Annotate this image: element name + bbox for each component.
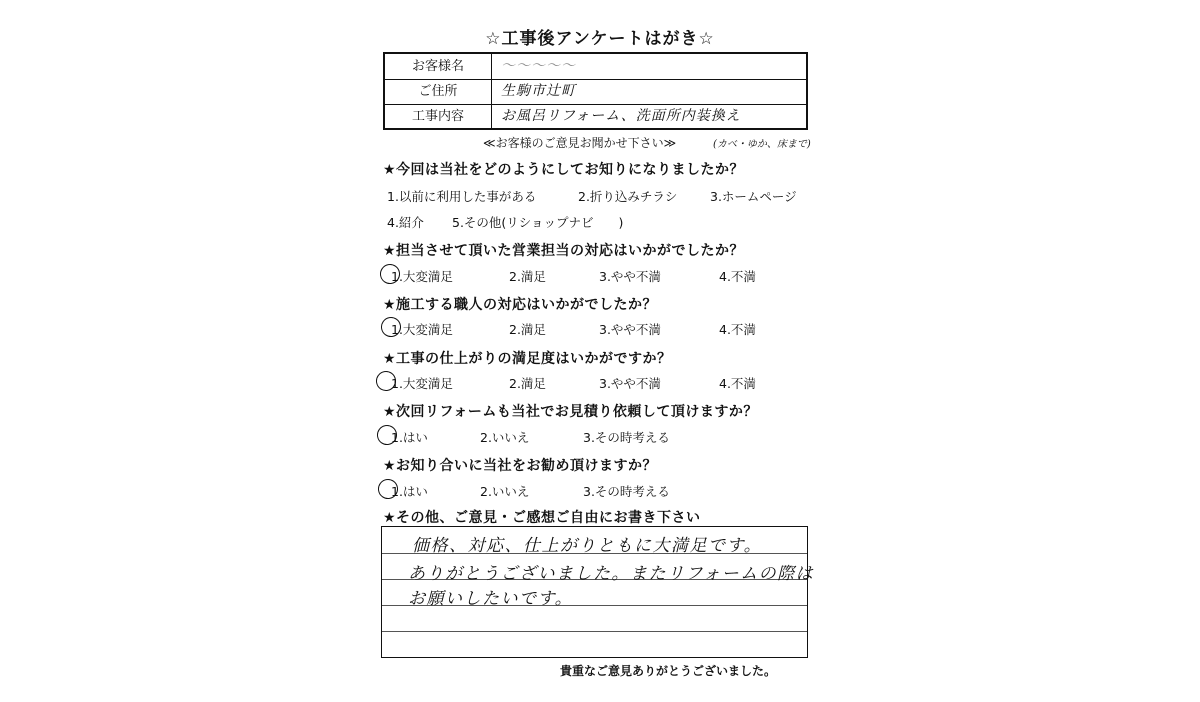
q1-option-1: 1.以前に利用した事がある xyxy=(387,189,537,204)
comment-line-2: ありがとうございました。またリフォームの際は xyxy=(408,564,815,584)
customer-name-row xyxy=(385,54,806,80)
q5-option-3: 3.その時考える xyxy=(583,430,670,445)
customer-info-table xyxy=(383,52,808,130)
q4-option-1: 1.大変満足 xyxy=(391,376,453,391)
question-5-label: ★次回リフォームも当社でお見積り依頼して頂けますか？ xyxy=(383,404,758,420)
work-note: (カベ・ゆか、床まで) xyxy=(713,139,811,150)
q4-option-3: 3.やや不満 xyxy=(599,376,661,391)
q3-option-3: 3.やや不満 xyxy=(599,322,661,337)
q6-option-3: 3.その時考える xyxy=(583,484,670,499)
q4-option-2: 2.満足 xyxy=(509,376,546,391)
question-4-label: ★工事の仕上がりの満足度はいかがですか？ xyxy=(383,351,672,367)
comment-line-3: お願いしたいです。 xyxy=(408,589,574,609)
q5-option-1: 1.はい xyxy=(391,430,428,445)
comment-line-1: 価格、対応、仕上がりともに大満足です。 xyxy=(412,536,763,556)
q2-option-3: 3.やや不満 xyxy=(599,269,661,284)
question-2-label: ★担当させて頂いた営業担当の対応はいかがでしたか？ xyxy=(383,243,745,259)
q2-option-1: 1.大変満足 xyxy=(391,269,453,284)
subtitle: ≪お客様のご意見お聞かせ下さい≫ xyxy=(483,136,677,150)
address-label: ご住所 xyxy=(385,79,492,104)
q3-option-2: 2.満足 xyxy=(509,322,546,337)
customer-name-value: 〜〜〜〜〜 xyxy=(501,58,576,74)
customer-name-label: お客様名 xyxy=(385,54,492,79)
work-content-value: お風呂リフォーム、洗面所内装換え xyxy=(501,108,741,124)
q3-option-4: 4.不満 xyxy=(719,322,756,337)
comments-label: ★その他、ご意見・ご感想ご自由にお書き下さい xyxy=(383,510,701,526)
question-1-label: ★今回は当社をどのようにしてお知りになりましたか？ xyxy=(383,162,745,178)
q1-option-2: 2.折り込みチラシ xyxy=(578,189,678,204)
q6-option-2: 2.いいえ xyxy=(480,484,530,499)
question-3-label: ★施工する職人の対応はいかがでしたか？ xyxy=(383,297,658,313)
q2-option-4: 4.不満 xyxy=(719,269,756,284)
q3-option-1: 1.大変満足 xyxy=(391,322,453,337)
address-value: 生駒市辻町 xyxy=(501,83,576,99)
q5-option-2: 2.いいえ xyxy=(480,430,530,445)
q6-option-1: 1.はい xyxy=(391,484,428,499)
address-row xyxy=(385,79,806,105)
q4-option-4: 4.不満 xyxy=(719,376,756,391)
closing-message: 貴重なご意見ありがとうございました。 xyxy=(560,664,777,678)
work-content-row xyxy=(385,104,806,129)
q1-option-5: 5.その他(リショップナビ ) xyxy=(452,215,624,230)
q2-option-2: 2.満足 xyxy=(509,269,546,284)
q1-option-3: 3.ホームページ xyxy=(710,189,797,204)
comments-box xyxy=(381,526,815,658)
work-content-label: 工事内容 xyxy=(385,104,492,129)
survey-title: ☆工事後アンケートはがき☆ xyxy=(485,29,715,49)
question-6-label: ★お知り合いに当社をお勧め頂けますか？ xyxy=(383,458,658,474)
q1-option-4: 4.紹介 xyxy=(387,215,424,230)
comment-rule-4 xyxy=(382,631,807,632)
